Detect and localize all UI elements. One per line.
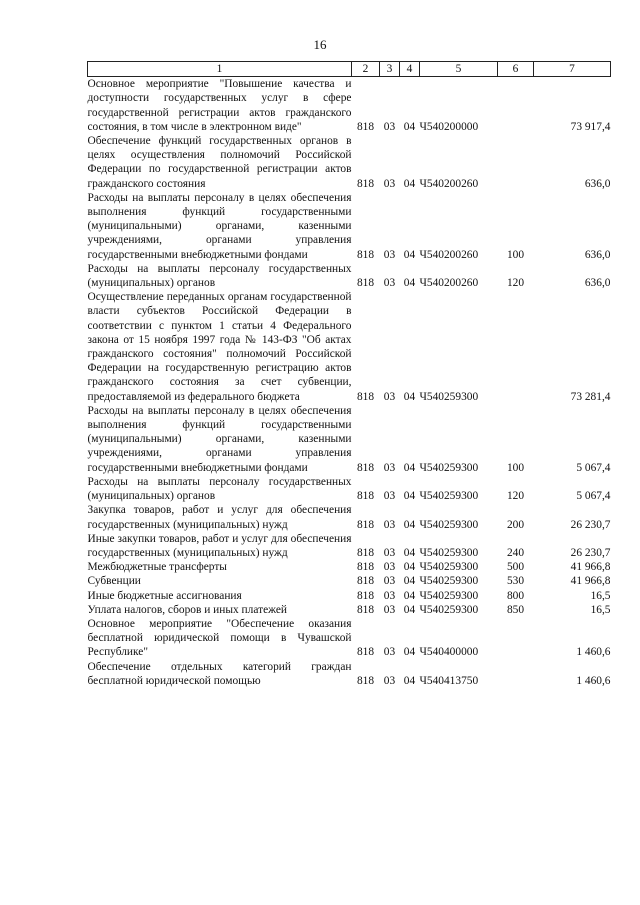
row-admin-code: 818 bbox=[356, 490, 375, 503]
header-col-6: 6 bbox=[498, 62, 534, 77]
row-target-code: Ч540259300 bbox=[419, 561, 479, 574]
row-expense-type: 100 bbox=[506, 248, 525, 261]
table-header-row bbox=[88, 62, 611, 77]
row-name: Иные бюджетные ассигнования bbox=[87, 589, 242, 602]
row-target-code: Ч540259300 bbox=[419, 603, 479, 616]
row-section: 03 bbox=[383, 120, 396, 133]
table-row bbox=[88, 617, 611, 660]
row-expense-type: 500 bbox=[506, 561, 525, 574]
table-row bbox=[88, 290, 611, 404]
row-name: Субвенции bbox=[87, 575, 141, 588]
row-section: 03 bbox=[383, 518, 396, 531]
row-subsection: 04 bbox=[403, 603, 416, 616]
row-name: Иные закупки товаров, работ и услуг для обеспечения государственных (муниципальных) нужд bbox=[87, 532, 352, 559]
row-expense-type: 120 bbox=[506, 490, 525, 503]
row-subsection: 04 bbox=[403, 589, 416, 602]
row-expense-type: 200 bbox=[506, 518, 525, 531]
header-col-4: 4 bbox=[400, 62, 420, 77]
row-target-code: Ч540259300 bbox=[419, 575, 479, 588]
row-admin-code: 818 bbox=[356, 390, 375, 403]
row-expense-type bbox=[498, 617, 534, 660]
row-subsection: 04 bbox=[403, 177, 416, 190]
row-amount: 16,5 bbox=[590, 589, 611, 602]
row-amount: 26 230,7 bbox=[570, 518, 611, 531]
row-expense-type: 850 bbox=[506, 603, 525, 616]
header-col-2: 2 bbox=[352, 62, 380, 77]
row-amount: 41 966,8 bbox=[570, 561, 611, 574]
header-col-3: 3 bbox=[380, 62, 400, 77]
row-name: Расходы на выплаты персоналу государственных (муниципальных) органов bbox=[87, 262, 352, 290]
row-target-code: Ч540200260 bbox=[419, 277, 479, 290]
row-target-code: Ч540259300 bbox=[419, 546, 479, 559]
row-target-code: Ч540200000 bbox=[419, 120, 479, 133]
row-expense-type: 800 bbox=[506, 589, 525, 602]
row-expense-type: 240 bbox=[506, 546, 525, 559]
row-name: Межбюджетные трансферты bbox=[87, 561, 227, 574]
row-target-code: Ч540200260 bbox=[419, 248, 479, 261]
row-name: Расходы на выплаты персоналу в целях обеспечения выполнения функций государственными (муниципальными) органами, казенными учреждениями, органами управления государственными внебюджетными фондами bbox=[87, 191, 352, 261]
table-row bbox=[88, 191, 611, 262]
row-name: Обеспечение отдельных категорий граждан бесплатной юридической помощью bbox=[87, 660, 352, 687]
row-target-code: Ч540259300 bbox=[419, 490, 479, 503]
row-subsection: 04 bbox=[403, 575, 416, 588]
row-subsection: 04 bbox=[403, 390, 416, 403]
row-amount: 26 230,7 bbox=[570, 546, 611, 559]
table-row bbox=[88, 134, 611, 191]
table-row bbox=[88, 404, 611, 475]
row-amount: 73 281,4 bbox=[570, 390, 611, 403]
table-row bbox=[88, 660, 611, 688]
row-expense-type bbox=[498, 660, 534, 688]
row-target-code: Ч540200260 bbox=[419, 177, 479, 190]
row-subsection: 04 bbox=[403, 674, 416, 687]
row-name: Закупка товаров, работ и услуг для обеспечения государственных (муниципальных) нужд bbox=[87, 504, 352, 531]
row-subsection: 04 bbox=[403, 277, 416, 290]
row-target-code: Ч540413750 bbox=[419, 674, 479, 687]
table-row bbox=[88, 475, 611, 503]
row-expense-type: 120 bbox=[506, 277, 525, 290]
row-admin-code: 818 bbox=[356, 248, 375, 261]
row-section: 03 bbox=[383, 561, 396, 574]
row-section: 03 bbox=[383, 490, 396, 503]
table-row bbox=[88, 603, 611, 617]
row-amount: 5 067,4 bbox=[576, 490, 611, 503]
header-col-1: 1 bbox=[88, 62, 352, 77]
row-target-code: Ч540259300 bbox=[419, 390, 479, 403]
table-row bbox=[88, 574, 611, 588]
row-section: 03 bbox=[383, 575, 396, 588]
row-expense-type bbox=[498, 77, 534, 134]
row-subsection: 04 bbox=[403, 561, 416, 574]
row-target-code: Ч540259300 bbox=[419, 589, 479, 602]
table-row bbox=[88, 560, 611, 574]
table-row bbox=[88, 589, 611, 603]
row-section: 03 bbox=[383, 589, 396, 602]
row-name: Основное мероприятие "Повышение качества и доступности государственных услуг в сфере государственной регистрации актов гражданского состояния, в том числе в электронном виде" bbox=[87, 78, 352, 133]
row-expense-type: 100 bbox=[506, 461, 525, 474]
row-admin-code: 818 bbox=[356, 120, 375, 133]
header-col-7: 7 bbox=[534, 62, 611, 77]
row-target-code: Ч540259300 bbox=[419, 518, 479, 531]
row-admin-code: 818 bbox=[356, 518, 375, 531]
budget-table-body bbox=[88, 77, 611, 688]
row-amount: 1 460,6 bbox=[576, 674, 611, 687]
table-row bbox=[88, 532, 611, 560]
row-admin-code: 818 bbox=[356, 646, 375, 659]
row-amount: 73 917,4 bbox=[570, 120, 611, 133]
row-name: Уплата налогов, сборов и иных платежей bbox=[87, 603, 287, 616]
row-subsection: 04 bbox=[403, 546, 416, 559]
row-admin-code: 818 bbox=[356, 589, 375, 602]
header-col-5: 5 bbox=[420, 62, 498, 77]
budget-table bbox=[87, 61, 611, 688]
row-amount: 41 966,8 bbox=[570, 575, 611, 588]
row-section: 03 bbox=[383, 177, 396, 190]
table-row bbox=[88, 503, 611, 531]
row-subsection: 04 bbox=[403, 490, 416, 503]
row-admin-code: 818 bbox=[356, 603, 375, 616]
row-admin-code: 818 bbox=[356, 177, 375, 190]
row-subsection: 04 bbox=[403, 461, 416, 474]
row-section: 03 bbox=[383, 248, 396, 261]
row-target-code: Ч540400000 bbox=[419, 646, 479, 659]
row-amount: 636,0 bbox=[584, 277, 611, 290]
row-amount: 16,5 bbox=[590, 603, 611, 616]
row-subsection: 04 bbox=[403, 120, 416, 133]
row-admin-code: 818 bbox=[356, 277, 375, 290]
row-subsection: 04 bbox=[403, 248, 416, 261]
row-admin-code: 818 bbox=[356, 575, 375, 588]
row-section: 03 bbox=[383, 646, 396, 659]
row-admin-code: 818 bbox=[356, 461, 375, 474]
row-section: 03 bbox=[383, 277, 396, 290]
row-name: Расходы на выплаты персоналу государственных (муниципальных) органов bbox=[87, 475, 352, 503]
row-name: Обеспечение функций государственных органов в целях осуществления полномочий Российской Федерации по государственной регистрации актов гражданского состояния bbox=[87, 135, 352, 190]
row-amount: 636,0 bbox=[584, 177, 611, 190]
row-name: Расходы на выплаты персоналу в целях обеспечения выполнения функций государственными (муниципальными) органами, казенными учреждениями, органами управления государственными внебюджетными фондами bbox=[87, 404, 352, 474]
row-admin-code: 818 bbox=[356, 546, 375, 559]
page-number: 16 bbox=[313, 37, 327, 52]
row-name: Осуществление переданных органам государственной власти субъектов Российской Федерации в соответствии с пунктом 1 статьи 4 Федерального закона от 15 ноября 1997 года № 143-ФЗ "Об актах гражданского состояния" полномочий Российской Федерации на государственную регистрацию актов гражданского состояния за счет субвенции, предоставляемой из федерального бюджета bbox=[87, 291, 352, 403]
row-section: 03 bbox=[383, 603, 396, 616]
row-amount: 636,0 bbox=[584, 248, 611, 261]
row-section: 03 bbox=[383, 461, 396, 474]
row-expense-type bbox=[498, 134, 534, 191]
row-admin-code: 818 bbox=[356, 674, 375, 687]
row-section: 03 bbox=[383, 546, 396, 559]
row-amount: 1 460,6 bbox=[576, 646, 611, 659]
row-expense-type bbox=[498, 290, 534, 404]
table-row bbox=[88, 262, 611, 290]
row-section: 03 bbox=[383, 674, 396, 687]
table-row bbox=[88, 77, 611, 134]
row-admin-code: 818 bbox=[356, 561, 375, 574]
row-name: Основное мероприятие "Обеспечение оказания бесплатной юридической помощи в Чувашской Республике" bbox=[87, 617, 352, 659]
row-subsection: 04 bbox=[403, 518, 416, 531]
row-amount: 5 067,4 bbox=[576, 461, 611, 474]
row-subsection: 04 bbox=[403, 646, 416, 659]
row-target-code: Ч540259300 bbox=[419, 461, 479, 474]
row-expense-type: 530 bbox=[506, 575, 525, 588]
row-section: 03 bbox=[383, 390, 396, 403]
